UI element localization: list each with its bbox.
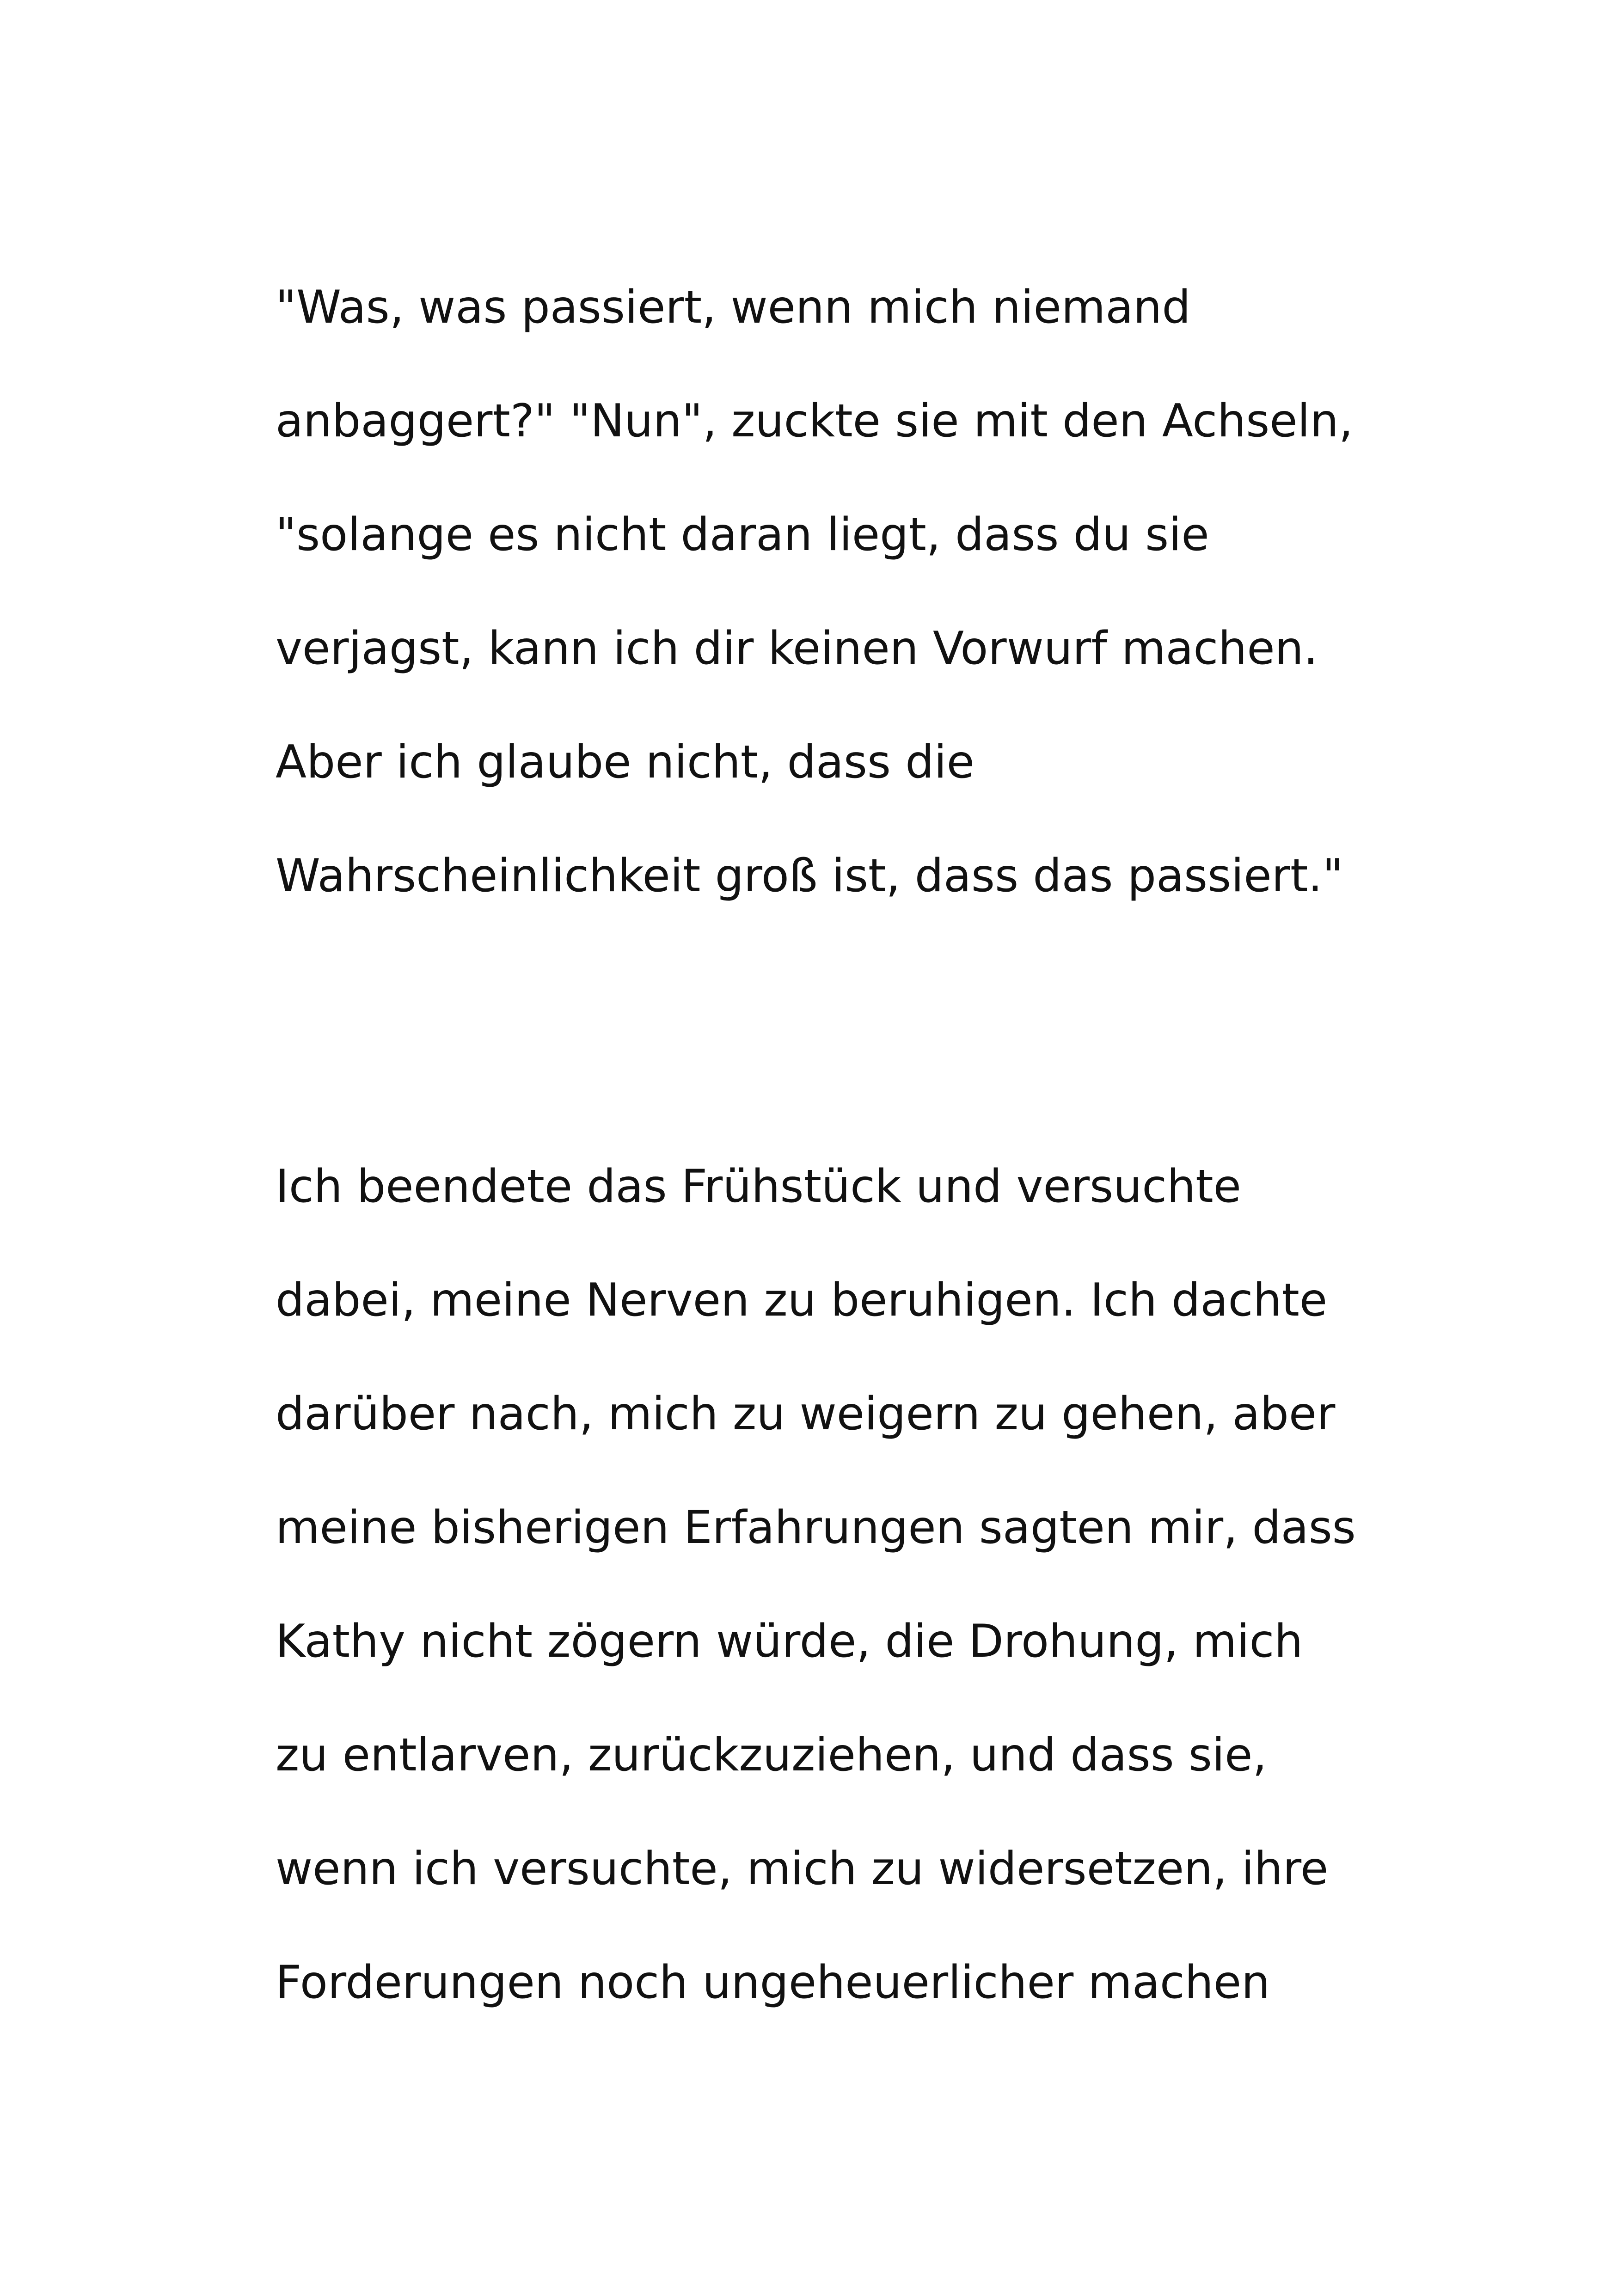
text-line: Ich beendete das Frühstück und versuchte	[276, 1160, 1241, 1213]
text-line: darüber nach, mich zu weigern zu gehen, aber	[276, 1388, 1336, 1440]
text-line: meine bisherigen Erfahrungen sagten mir, dass	[276, 1501, 1356, 1554]
text-line: Kathy nicht zögern würde, die Drohung, mich	[276, 1615, 1303, 1668]
text-line: anbaggert?" "Nun", zuckte sie mit den Achseln,	[276, 395, 1354, 447]
text-line: dabei, meine Nerven zu beruhigen. Ich dachte	[276, 1274, 1328, 1327]
text-line: "solange es nicht daran liegt, dass du sie	[276, 508, 1209, 561]
text-line: zu entlarven, zurückzuziehen, und dass sie,	[276, 1729, 1267, 1782]
text-line: wenn ich versuchte, mich zu widersetzen, ihre	[276, 1843, 1329, 1895]
text-line: verjagst, kann ich dir keinen Vorwurf machen.	[276, 622, 1318, 675]
text-line: Aber ich glaube nicht, dass die	[276, 736, 974, 789]
text-line: "Was, was passiert, wenn mich niemand	[276, 281, 1191, 334]
text-line: Forderungen noch ungeheuerlicher machen	[276, 1956, 1270, 2009]
text-line: Wahrscheinlichkeit groß ist, dass das passiert."	[276, 850, 1343, 902]
